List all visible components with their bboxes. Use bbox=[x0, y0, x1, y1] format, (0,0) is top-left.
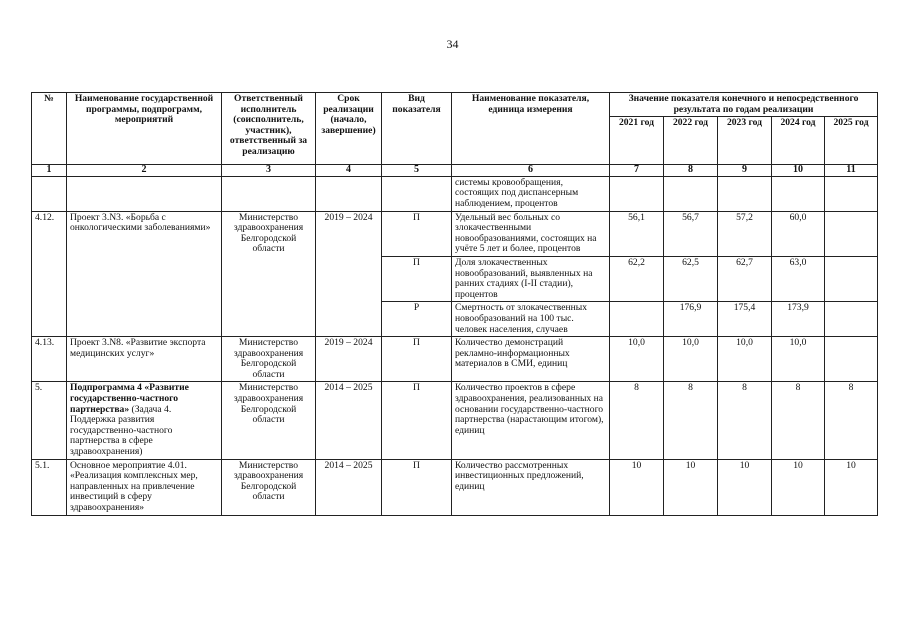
value-cell: 8 bbox=[825, 382, 878, 459]
value-cell: 10,0 bbox=[610, 337, 664, 382]
header-name: Наименование государственной программы, подпрограмм, мероприятий bbox=[67, 93, 222, 165]
table-row bbox=[32, 176, 878, 211]
row-name-cell bbox=[67, 382, 222, 459]
page-number: 34 bbox=[446, 37, 459, 51]
column-number: 10 bbox=[772, 165, 825, 177]
column-number: 6 bbox=[452, 165, 610, 177]
header-executor: Ответственный исполнитель (соисполнитель, участник), ответственный за реализацию bbox=[222, 93, 316, 165]
value-cell: 56,1 bbox=[610, 211, 664, 256]
value-cell bbox=[610, 302, 664, 337]
header-values-group: Значение показателя конечного и непосредственного результата по годам реализации bbox=[610, 93, 878, 117]
column-number: 9 bbox=[718, 165, 772, 177]
column-number: 8 bbox=[664, 165, 718, 177]
row-period-cell: 2019 – 2024 bbox=[316, 211, 382, 337]
column-number: 7 bbox=[610, 165, 664, 177]
indicator-cell: Доля злокачественных новообразований, выявленных на ранних стадиях (I-II стадии), процентов bbox=[452, 256, 610, 301]
column-number: 5 bbox=[382, 165, 452, 177]
value-cell: 10,0 bbox=[718, 337, 772, 382]
row-period-cell: 2014 – 2025 bbox=[316, 382, 382, 459]
value-cell bbox=[825, 211, 878, 256]
value-cell: 8 bbox=[718, 382, 772, 459]
value-cell: 10 bbox=[718, 459, 772, 515]
value-cell: 175,4 bbox=[718, 302, 772, 337]
table-row bbox=[32, 337, 878, 382]
row-kind-cell: П bbox=[382, 459, 452, 515]
value-cell bbox=[825, 256, 878, 301]
row-executor-cell: Министерство здравоохранения Белгородской области bbox=[222, 211, 316, 337]
value-cell: 62,7 bbox=[718, 256, 772, 301]
row-executor-cell: Министерство здравоохранения Белгородской области bbox=[222, 337, 316, 382]
indicator-cell: Количество рассмотренных инвестиционных предложений, единиц bbox=[452, 459, 610, 515]
value-cell: 56,7 bbox=[664, 211, 718, 256]
value-cell: 10,0 bbox=[772, 337, 825, 382]
indicator-cell: Удельный вес больных со злокачественными новообразованиями, состоящих на учёте 5 лет и более, процентов bbox=[452, 211, 610, 256]
value-cell: 10 bbox=[664, 459, 718, 515]
header-indicator: Наименование показателя, единица измерения bbox=[452, 93, 610, 165]
header-year-2022: 2022 год bbox=[664, 117, 718, 165]
table-row bbox=[32, 382, 878, 459]
value-cell: 60,0 bbox=[772, 211, 825, 256]
column-number: 11 bbox=[825, 165, 878, 177]
row-period-cell: 2019 – 2024 bbox=[316, 337, 382, 382]
row-name-cell: Проект 3.N3. «Борьба с онкологическими заболеваниями» bbox=[67, 211, 222, 337]
indicator-cell: Количество проектов в сфере здравоохранения, реализованных на основании государственно-частного партнерства (нарастающим итогом), единиц bbox=[452, 382, 610, 459]
column-number: 4 bbox=[316, 165, 382, 177]
header-year-2024: 2024 год bbox=[772, 117, 825, 165]
row-num-cell: 4.12. bbox=[32, 211, 67, 337]
row-kind-cell: П bbox=[382, 382, 452, 459]
row-num-cell: 5.1. bbox=[32, 459, 67, 515]
row-kind-cell: П bbox=[382, 211, 452, 256]
row-period-cell: 2014 – 2025 bbox=[316, 459, 382, 515]
header-num: № bbox=[32, 93, 67, 165]
header-year-2023: 2023 год bbox=[718, 117, 772, 165]
row-kind-cell: П bbox=[382, 337, 452, 382]
column-number-row bbox=[32, 165, 878, 177]
value-cell: 62,5 bbox=[664, 256, 718, 301]
value-cell: 57,2 bbox=[718, 211, 772, 256]
header-year-2025: 2025 год bbox=[825, 117, 878, 165]
value-cell: 10 bbox=[825, 459, 878, 515]
row-kind-cell: П bbox=[382, 256, 452, 301]
row-kind-cell: Р bbox=[382, 302, 452, 337]
value-cell: 62,2 bbox=[610, 256, 664, 301]
indicator-cell: Смертность от злокачественных новообразований на 100 тыс. человек населения, случаев bbox=[452, 302, 610, 337]
subprogram-task: (Задача 4. Поддержка развития государственно-частного партнерства в сфере здравоохранения) bbox=[70, 403, 173, 458]
column-number: 1 bbox=[32, 165, 67, 177]
row-num-cell: 4.13. bbox=[32, 337, 67, 382]
subprogram-title: Подпрограмма 4 «Развитие государственно-частного партнерства» bbox=[70, 382, 189, 415]
indicator-cell: системы кровообращения, состоящих под диспансерным наблюдением, процентов bbox=[452, 176, 610, 211]
header-year-2021: 2021 год bbox=[610, 117, 664, 165]
value-cell: 8 bbox=[610, 382, 664, 459]
column-number: 3 bbox=[222, 165, 316, 177]
table-row bbox=[32, 459, 878, 515]
row-num-cell: 5. bbox=[32, 382, 67, 459]
value-cell bbox=[825, 302, 878, 337]
value-cell: 63,0 bbox=[772, 256, 825, 301]
column-number: 2 bbox=[67, 165, 222, 177]
value-cell: 173,9 bbox=[772, 302, 825, 337]
value-cell: 176,9 bbox=[664, 302, 718, 337]
value-cell: 10 bbox=[772, 459, 825, 515]
value-cell bbox=[825, 337, 878, 382]
value-cell: 8 bbox=[772, 382, 825, 459]
value-cell: 10,0 bbox=[664, 337, 718, 382]
row-executor-cell: Министерство здравоохранения Белгородской области bbox=[222, 459, 316, 515]
indicator-cell: Количество демонстраций рекламно-информационных материалов в СМИ, единиц bbox=[452, 337, 610, 382]
row-executor-cell: Министерство здравоохранения Белгородской области bbox=[222, 382, 316, 459]
header-period: Срок реализации (начало, завершение) bbox=[316, 93, 382, 165]
table-row bbox=[32, 211, 878, 256]
header-kind: Вид показателя bbox=[382, 93, 452, 165]
row-name-cell: Проект 3.N8. «Развитие экспорта медицинских услуг» bbox=[67, 337, 222, 382]
value-cell: 10 bbox=[610, 459, 664, 515]
value-cell: 8 bbox=[664, 382, 718, 459]
row-name-cell: Основное мероприятие 4.01. «Реализация комплексных мер, направленных на привлечение инвестиций в сферу здравоохранения» bbox=[67, 459, 222, 515]
indicators-table bbox=[31, 92, 878, 516]
